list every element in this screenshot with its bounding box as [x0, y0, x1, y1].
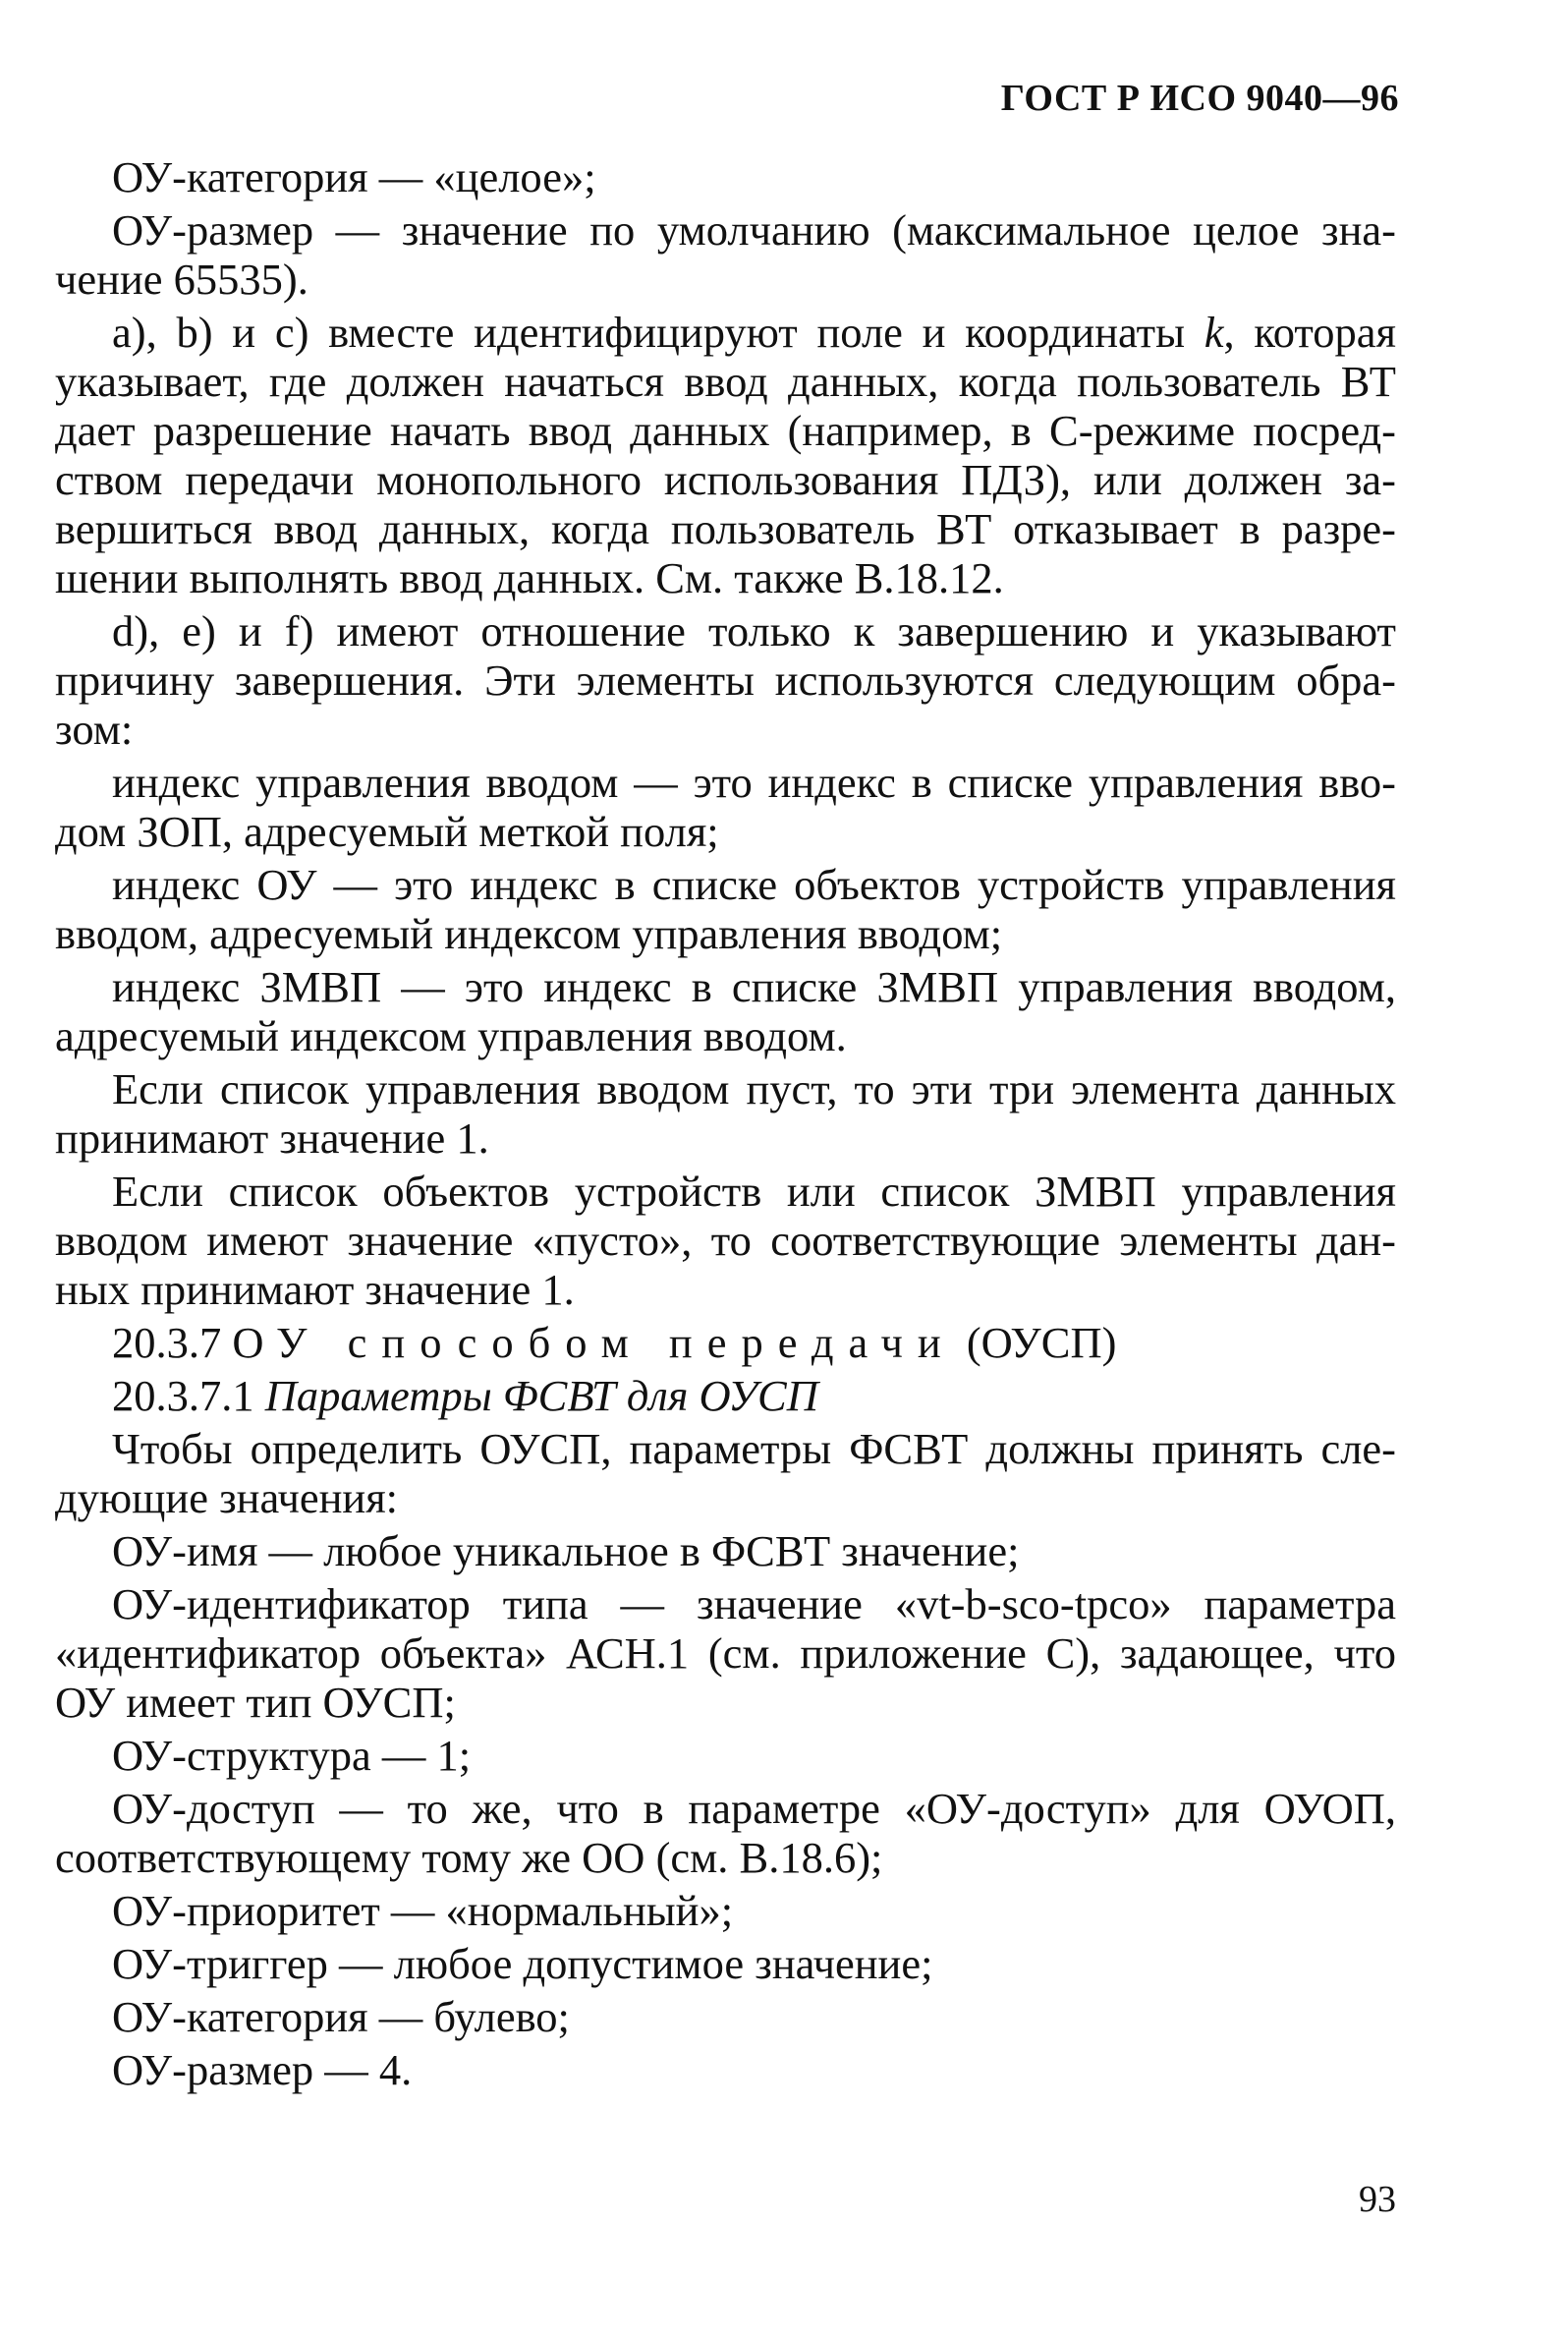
page-body [55, 152, 1396, 2098]
paragraph: Если список объектов устройств или список ЗМВП управления вводом имеют значение «пусто», то соответствующие элементы данных принимают значение 1. [55, 1167, 1396, 1314]
paragraph: Если список управления вводом пуст, то эти три элемента данных принимают значение 1. [55, 1064, 1396, 1163]
subsection-heading [55, 1371, 1396, 1420]
paragraph: индекс ЗМВП — это индекс в списке ЗМВП управления вводом, адресуемый индексом управления вводом. [55, 962, 1396, 1060]
paragraph: ОУ-триггер — любое допустимое значение; [112, 1939, 933, 1988]
section-title: ОУ способом передачи [232, 1318, 956, 1367]
paragraph: ОУ-структура — 1; [112, 1731, 472, 1780]
paragraph: d), е) и f) имеют отношение только к завершению и указывают причину завершения. Эти элементы используются следующим образом: [55, 606, 1396, 754]
paragraph: индекс ОУ — это индекс в списке объектов устройств управления вводом, адресуемый индексом управления вводом; [55, 860, 1396, 958]
page-number: 93 [1359, 2179, 1396, 2220]
section-heading [55, 1318, 1396, 1367]
section-number: 20.3.7 [112, 1318, 222, 1367]
paragraph: ОУ-доступ — то же, что в параметре «ОУ-доступ» для ОУОП, соответствующему тому же ОО (см. В.18.6); [55, 1784, 1396, 1882]
paragraph: ОУ-размер — 4. [112, 2045, 413, 2094]
paragraph: ОУ-категория — булево; [112, 1992, 570, 2041]
paragraph: ОУ-идентификатор типа — значение «vt-b-sco-tpco» параметра «идентификатор объекта» АСН.1 (см. приложение С), задающее, что ОУ имеет тип ОУСП; [55, 1579, 1396, 1727]
paragraph: индекс управления вводом — это индекс в списке управления вводом ЗОП, адресуемый меткой поля; [55, 758, 1396, 856]
section-abbr: (ОУСП) [966, 1318, 1117, 1367]
paragraph: ОУ-категория — «целое»; [112, 152, 596, 201]
paragraph: ОУ-приоритет — «нормальный»; [112, 1886, 734, 1935]
page-header: ГОСТ Р ИСО 9040—96 [1000, 78, 1399, 119]
paragraph: ОУ-имя — любое уникальное в ФСВТ значение; [112, 1526, 1020, 1575]
paragraph: ОУ-размер — значение по умолчанию (максимальное целое значение 65535). [55, 205, 1396, 304]
subsection-number: 20.3.7.1 [112, 1371, 254, 1420]
paragraph: Чтобы определить ОУСП, параметры ФСВТ должны принять следующие значения: [55, 1424, 1396, 1522]
paragraph: а), b) и с) вместе идентифицируют поле и координаты k, которая указывает, где должен начаться ввод данных, когда пользователь ВТ дает разрешение начать ввод данных (например, в С-режиме посредством передачи монопольного использования ПДЗ), или должен завершиться ввод данных, когда пользователь ВТ отказывает в разрешении выполнять ввод данных. См. также В.18.12. [55, 308, 1397, 602]
subsection-title: Параметры ФСВТ для ОУСП [264, 1371, 818, 1420]
